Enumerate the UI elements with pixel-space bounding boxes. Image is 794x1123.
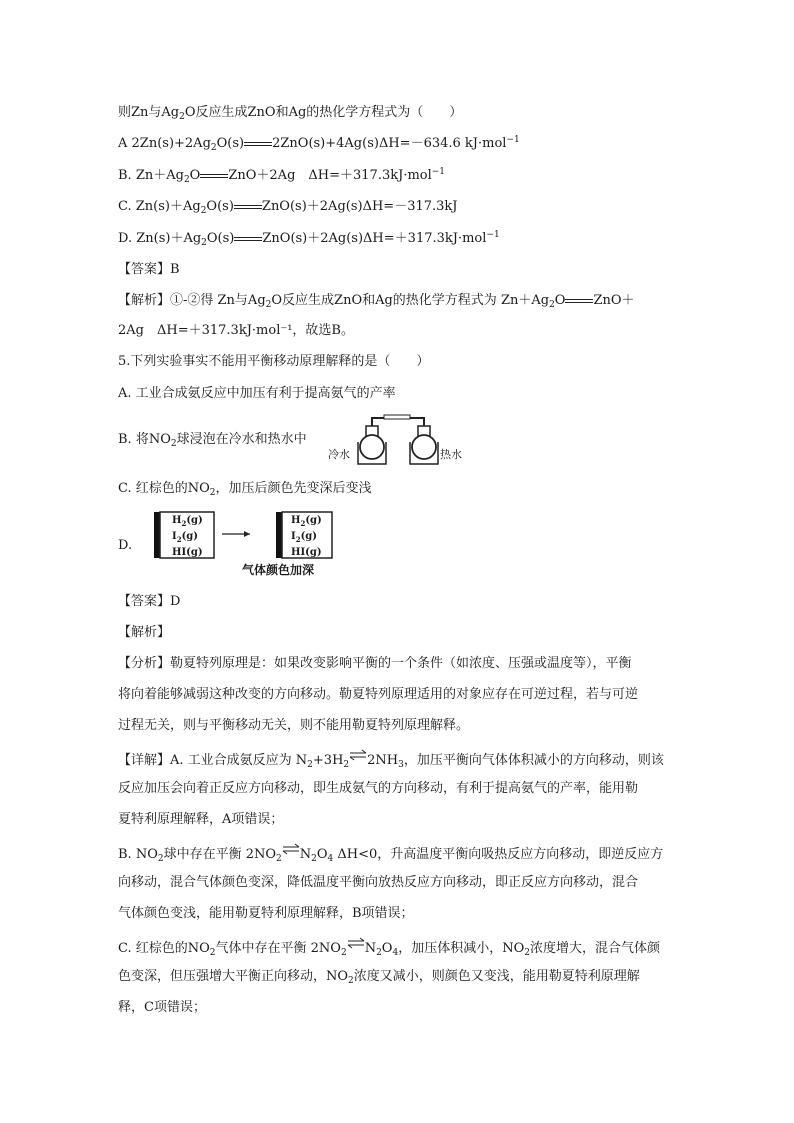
q5-analysis-heading: 【解析】 — [118, 625, 171, 640]
gas-i2: $I_2(g)$ — [172, 531, 199, 544]
gas-h2: $H_2(g)$ — [172, 515, 203, 528]
cold-water-label: 冷水 — [328, 448, 350, 461]
q5-stem: 5.下列实验事实不能用平衡移动原理解释的是（ ） — [118, 354, 430, 369]
gas-hi: HI(g) — [291, 547, 322, 558]
gas-i2: $I_2(g)$ — [291, 531, 318, 544]
q5-detail-b-line3: 气体颜色变浅，能用勒夏特利原理解释，B项错误； — [118, 906, 414, 921]
q5-option-c: C. 红棕色的$NO_2$，加压后颜色先变深后变浅 — [118, 481, 372, 498]
q5-detail-a-line1: 【详解】A. 工业合成氨反应为 $N_2+3H_2$ $2NH_3$，加压平衡向气体体积减小的方向移动，则该 — [118, 748, 664, 771]
q5-detail-c-line3: 释，C项错误； — [118, 1000, 206, 1015]
q4-option-b: B. $Zn+Ag_2O$ ZnO＋2Ag ΔH=＋317.3kJ·mol$^{-1}$ — [118, 167, 446, 185]
q5-answer: 【答案】D — [118, 594, 181, 609]
q5-detail-a-line3: 夏特利原理解释，A项错误； — [118, 812, 284, 827]
q5-fenxi-line1: 【分析】勒夏特列原理是：如果改变影响平衡的一个条件（如浓度、压强或温度等），平衡 — [118, 656, 632, 671]
q5-detail-c-line1: C. 红棕色的$NO_2$气体中存在平衡 $2NO_2$ $N_2O_4$，加压体积减小，$NO_2$浓度增大，混合气体颜 — [118, 936, 660, 959]
q4-stem: 则Zn与$Ag_2O$反应生成ZnO和Ag的热化学方程式为（ ） — [118, 105, 463, 122]
q5-option-a: A. 工业合成氨反应中加压有利于提高氨气的产率 — [118, 386, 396, 401]
q5-option-d-label: D. — [118, 538, 133, 553]
q5-fenxi-line3: 过程无关，则与平衡移动无关，则不能用勒夏特列原理解释。 — [118, 718, 470, 733]
q5-detail-b-line2: 向移动，混合气体颜色变深，降低温度平衡向放热反应方向移动，即正反应方向移动，混合 — [118, 875, 639, 890]
q4-analysis-line2: 2Ag ΔH=＋317.3kJ·mol⁻¹，故选B。 — [118, 323, 354, 338]
q5-detail-b-line1: B. $NO_2$球中存在平衡 $2NO_2$ $N_2O_4$ ΔH<0，升高温度平衡向吸热反应方向移动，即逆反应方 — [118, 842, 663, 865]
hot-water-label: 热水 — [440, 448, 462, 461]
q4-option-c: C. $Zn(s)+Ag_2O(s)$ ZnO(s)＋2Ag(s)ΔH=－317.3kJ — [118, 199, 458, 216]
hi-equilibrium-figure — [152, 510, 342, 580]
left-gas-list — [172, 514, 203, 559]
q5-option-b: B. 将$NO_2$球浸泡在冷水和热水中 — [118, 432, 307, 449]
q5-fenxi-line2: 将向着能够减弱这种改变的方向移动。勒夏特列原理适用的对象应存在可逆过程，若与可逆 — [118, 687, 639, 702]
no2-flasks-figure — [328, 412, 468, 468]
q5-detail-a-line2: 反应加压会向着正反应方向移动，即生成氨气的方向移动，有利于提高氨气的产率，能用勒 — [118, 781, 639, 796]
gas-hi: HI(g) — [172, 547, 203, 558]
q4-option-d: D. $Zn(s)+Ag_2O(s)$ ZnO(s)＋2Ag(s)ΔH=＋317.3kJ·mol$^{-1}$ — [118, 230, 500, 248]
right-gas-list — [291, 514, 322, 559]
q5-detail-c-line2: 色变深，但压强增大平衡正向移动，$NO_2$浓度又减小，则颜色又变浅，能用勒夏特利原理解 — [118, 969, 640, 986]
figure-caption: 气体颜色加深 — [242, 563, 315, 577]
q4-answer: 【答案】B — [118, 262, 180, 277]
q4-option-a: A $2Zn(s)+2Ag_2O(s)$ 2ZnO(s)+4Ag(s)ΔH=－634.6 kJ·mol$^{-1}$ — [118, 135, 520, 153]
q4-analysis-line1: 【解析】①-②得 Zn与$Ag_2O$反应生成ZnO和Ag的热化学方程式为 $Zn+Ag_2O$ ZnO＋ — [118, 293, 635, 310]
gas-h2: $H_2(g)$ — [291, 515, 322, 528]
